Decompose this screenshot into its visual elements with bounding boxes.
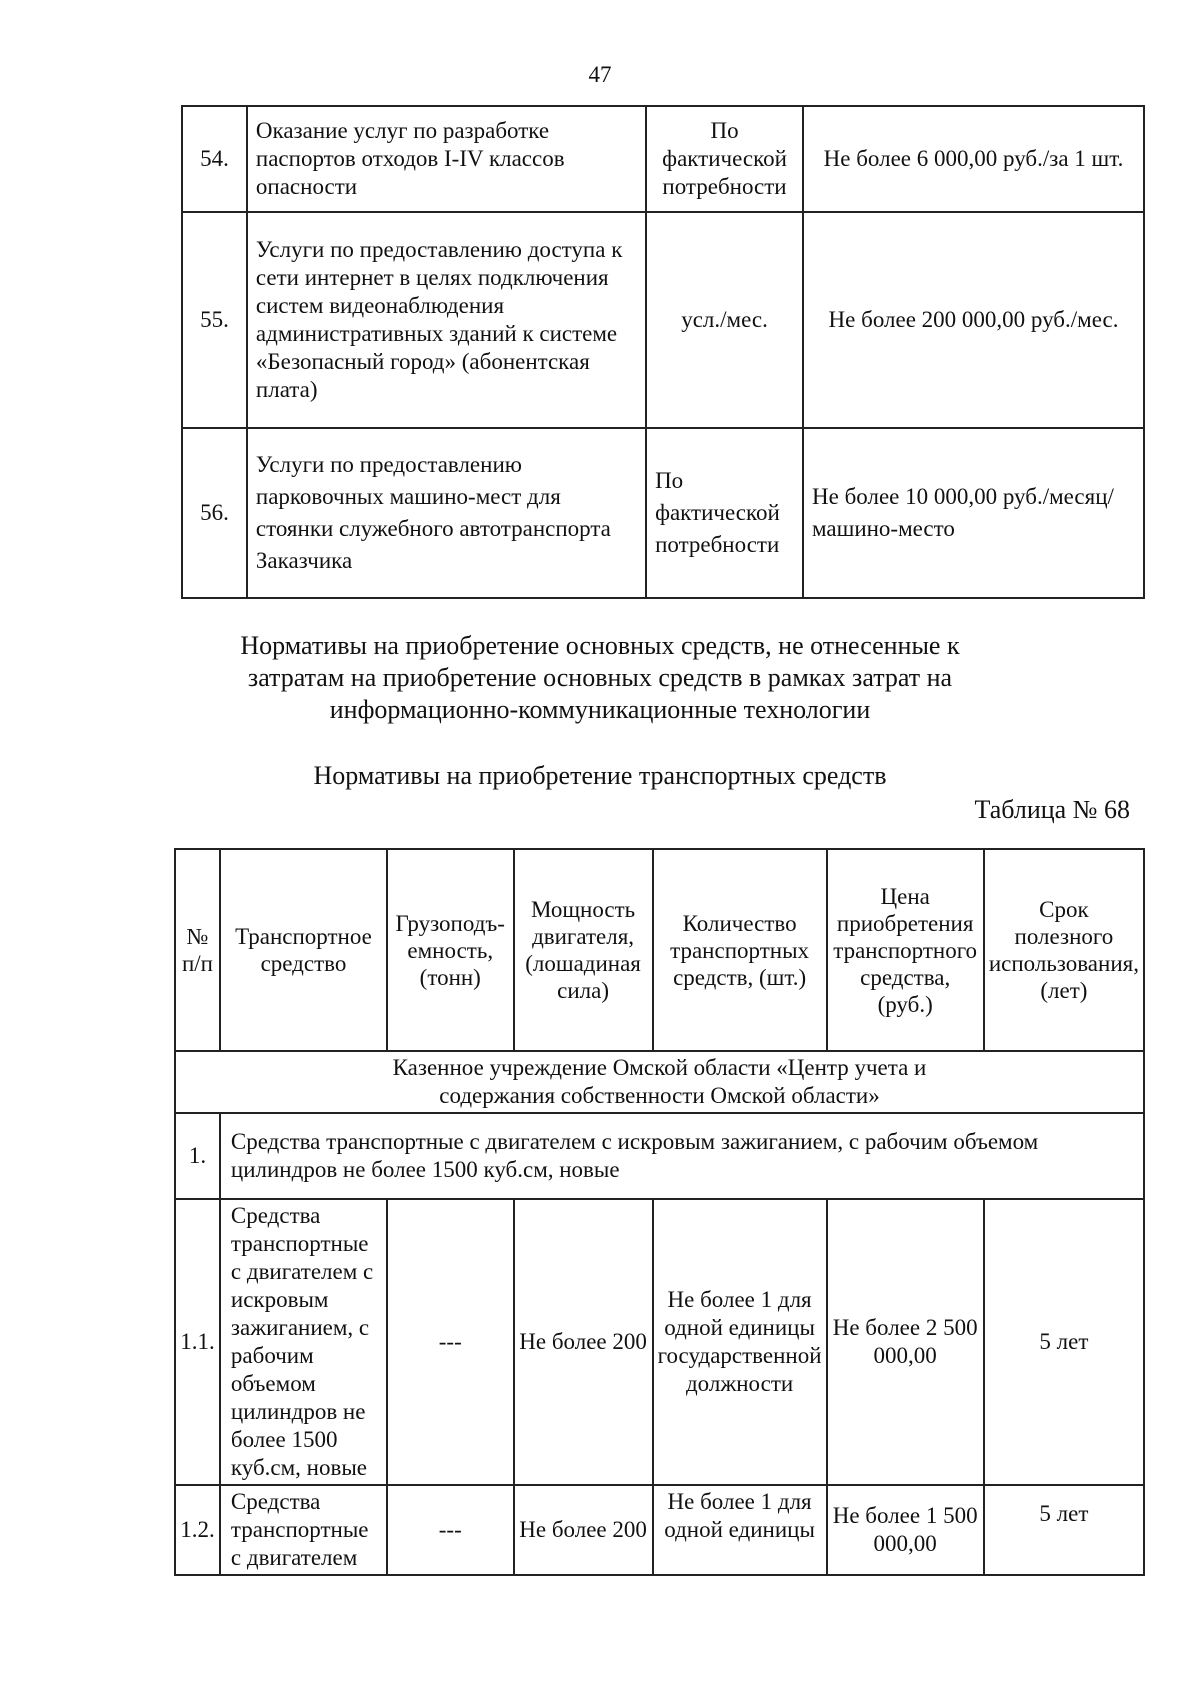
group-text: Средства транспортные с двигателем с искровым зажиганием, с рабочим объемом цилиндров не более 1500 куб.см, новые [220, 1113, 1144, 1199]
row-number: 56. [182, 428, 247, 598]
power-cell: Не более 200 [514, 1199, 653, 1485]
org-name-text: Казенное учреждение Омской области «Центр учета и содержания собственности Омской области» [392, 1055, 927, 1108]
price-cell: Не более 2 500 000,00 [827, 1199, 984, 1485]
table-row [175, 1485, 1144, 1575]
norm-cell: Не более 200 000,00 руб./мес. [803, 212, 1144, 428]
service-name: Услуги по предоставлению доступа к сети интернет в целях подключения систем видеонаблюдения административных зданий к системе «Безопасный город» (абонентская плата) [247, 212, 646, 428]
service-name: Оказание услуг по разработке паспортов отходов I-IV классов опасности [247, 106, 646, 212]
price-cell: Не более 1 500 000,00 [827, 1485, 984, 1575]
service-name: Услуги по предоставлению парковочных машино-мест для стоянки служебного автотранспорта Заказчика [247, 428, 646, 598]
unit-cell: По фактической потребности [646, 428, 803, 598]
vehicle-name: Средства транспортные с двигателем с искровым зажиганием, с рабочим объемом цилиндров не более 1500 куб.см, новые [220, 1199, 387, 1485]
term-cell: 5 лет [984, 1199, 1144, 1485]
header-capacity: Грузоподъ-емность, (тонн) [387, 849, 513, 1051]
services-norms-table [181, 105, 1145, 599]
group-row [175, 1113, 1144, 1199]
row-number: 1.2. [175, 1485, 220, 1575]
vehicle-name: Средства транспортные с двигателем [220, 1485, 387, 1575]
table-label: Таблица № 68 [974, 795, 1130, 824]
capacity-cell: --- [387, 1199, 513, 1485]
header-number: № п/п [175, 849, 220, 1051]
page-number: 47 [588, 62, 612, 87]
header-vehicle: Транспортное средство [220, 849, 387, 1051]
table-row [182, 428, 1144, 598]
header-quantity: Количество транспортных средств, (шт.) [653, 849, 827, 1051]
header-power: Мощность двигателя, (лошадиная сила) [514, 849, 653, 1051]
quantity-cell: Не более 1 для одной единицы государственной должности [653, 1199, 827, 1485]
norm-cell: Не более 10 000,00 руб./месяц/машино-место [803, 428, 1144, 598]
norm-cell: Не более 6 000,00 руб./за 1 шт. [803, 106, 1144, 212]
table-row [182, 212, 1144, 428]
table-header-row [175, 849, 1144, 1051]
org-name [175, 1051, 1144, 1113]
unit-cell: усл./мес. [646, 212, 803, 428]
term-cell: 5 лет [984, 1485, 1144, 1575]
capacity-cell: --- [387, 1485, 513, 1575]
group-number: 1. [175, 1113, 220, 1199]
table-row [182, 106, 1144, 212]
table-row [175, 1199, 1144, 1485]
section-heading [0, 630, 1200, 726]
header-term: Срок полезного использования, (лет) [984, 849, 1144, 1051]
quantity-cell: Не более 1 для одной единицы [653, 1485, 827, 1575]
section-heading-text: Нормативы на приобретение основных средств, не отнесенные к затратам на приобретение основных средств в рамках затрат на информационно-коммуникационные технологии [240, 631, 960, 724]
row-number: 55. [182, 212, 247, 428]
transport-norms-table [174, 848, 1145, 1576]
unit-cell: По фактической потребности [646, 106, 803, 212]
row-number: 54. [182, 106, 247, 212]
power-cell: Не более 200 [514, 1485, 653, 1575]
subsection-heading: Нормативы на приобретение транспортных средств [313, 761, 887, 790]
row-number: 1.1. [175, 1199, 220, 1485]
header-price: Цена приобретения транспортного средства, (руб.) [827, 849, 984, 1051]
org-row [175, 1051, 1144, 1113]
